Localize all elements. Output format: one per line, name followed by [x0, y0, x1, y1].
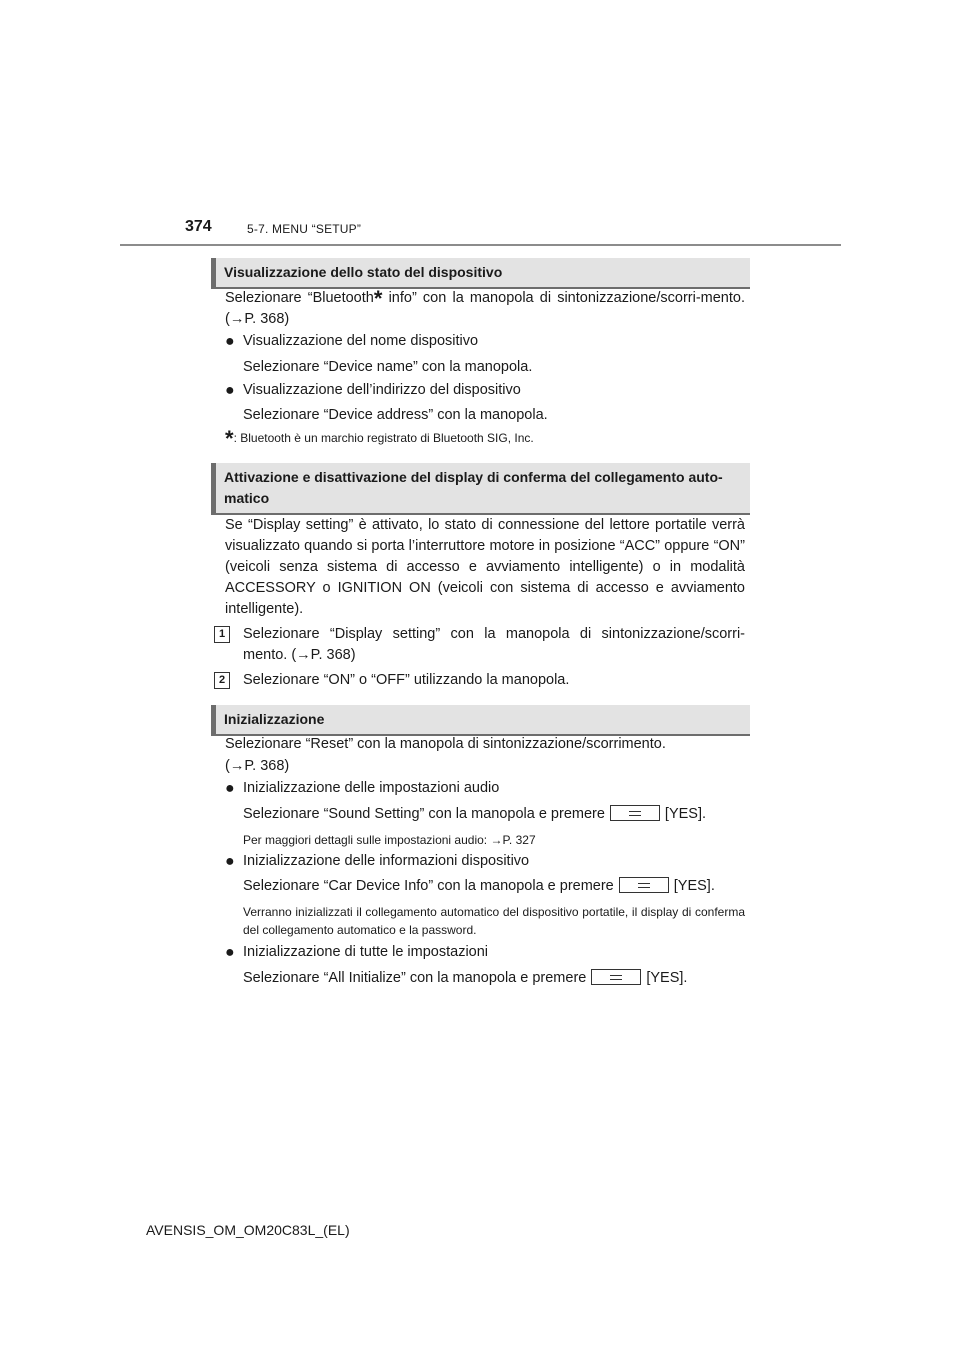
bullet-text: Selezionare “Car Device Info” con la manopola e premere [YES].	[243, 878, 715, 894]
bullet-title: Inizializzazione di tutte le impostazioni	[243, 944, 489, 960]
asterisk-mark: *	[225, 426, 234, 451]
bullet-icon: ●	[225, 853, 235, 870]
section-title-device-status: Visualizzazione dello stato del dispositivo	[211, 258, 750, 289]
footer-document-code: AVENSIS_OM_OM20C83L_(EL)	[146, 1222, 350, 1238]
bullet-title: Visualizzazione del nome dispositivo	[243, 333, 479, 349]
bullet-icon: ●	[225, 333, 235, 350]
step-number-1: 1	[214, 626, 230, 643]
step-number-2: 2	[214, 672, 230, 689]
step-2-text: Selezionare “ON” o “OFF” utilizzando la manopola.	[243, 672, 570, 688]
page-number: 374	[185, 218, 212, 235]
bullet-title: Inizializzazione delle informazioni dispositivo	[243, 853, 530, 869]
section-title-auto-connect: Attivazione e disattivazione del display di conferma del collegamento auto-matico	[211, 463, 750, 515]
device-status-intro: Selezionare “Bluetooth* info” con la manopola di sintonizzazione/scorri-mento. (→P. 368)	[225, 286, 745, 327]
bullet-text: Selezionare “All Initialize” con la manopola e premere [YES].	[243, 970, 688, 986]
bullet-text: Selezionare “Device address” con la manopola.	[243, 407, 548, 423]
bullet-title: Visualizzazione dell’indirizzo del dispositivo	[243, 382, 521, 398]
footnote: *: Bluetooth è un marchio registrato di Bluetooth SIG, Inc.	[225, 426, 534, 451]
bullet-icon: ●	[225, 382, 235, 399]
bullet-icon: ●	[225, 780, 235, 797]
section-title-reset: Inizializzazione	[211, 705, 750, 736]
bullet-icon: ●	[225, 944, 235, 961]
step-1-text: Selezionare “Display setting” con la manopola di sintonizzazione/scorri-mento. (→P. 368)	[243, 626, 745, 663]
header-rule	[120, 244, 841, 246]
auto-connect-paragraph: Se “Display setting” è attivato, lo stato di connessione del lettore portatile verrà visualizzato quando si porta l’interruttore motore in posizione “ACC” oppure “ON” (veicoli senza sistema di accesso e avviamento intelligente) o in modalità ACCESSORY o IGNITION ON (veicoli con sistema di accesso e avviamento intelligente).	[225, 517, 745, 617]
note-text: Verranno inizializzati il collegamento automatico del dispositivo portatile, il display di conferma del collegamento automatico e la password.	[243, 905, 745, 937]
reset-intro-line2: (→P. 368)	[225, 758, 290, 774]
menu-key-icon	[610, 805, 660, 821]
bullet-title: Inizializzazione delle impostazioni audio	[243, 780, 500, 796]
bullet-text: Selezionare “Sound Setting” con la manopola e premere [YES].	[243, 806, 707, 822]
menu-key-icon	[591, 969, 641, 985]
asterisk-mark: *	[373, 286, 383, 311]
note-text: Per maggiori dettagli sulle impostazioni audio: →P. 327	[243, 833, 536, 847]
bullet-text: Selezionare “Device name” con la manopola.	[243, 359, 533, 375]
section-header: 5-7. MENU “SETUP”	[247, 222, 362, 236]
reset-intro-line1: Selezionare “Reset” con la manopola di sintonizzazione/scorrimento.	[225, 736, 666, 752]
menu-key-icon	[619, 877, 669, 893]
